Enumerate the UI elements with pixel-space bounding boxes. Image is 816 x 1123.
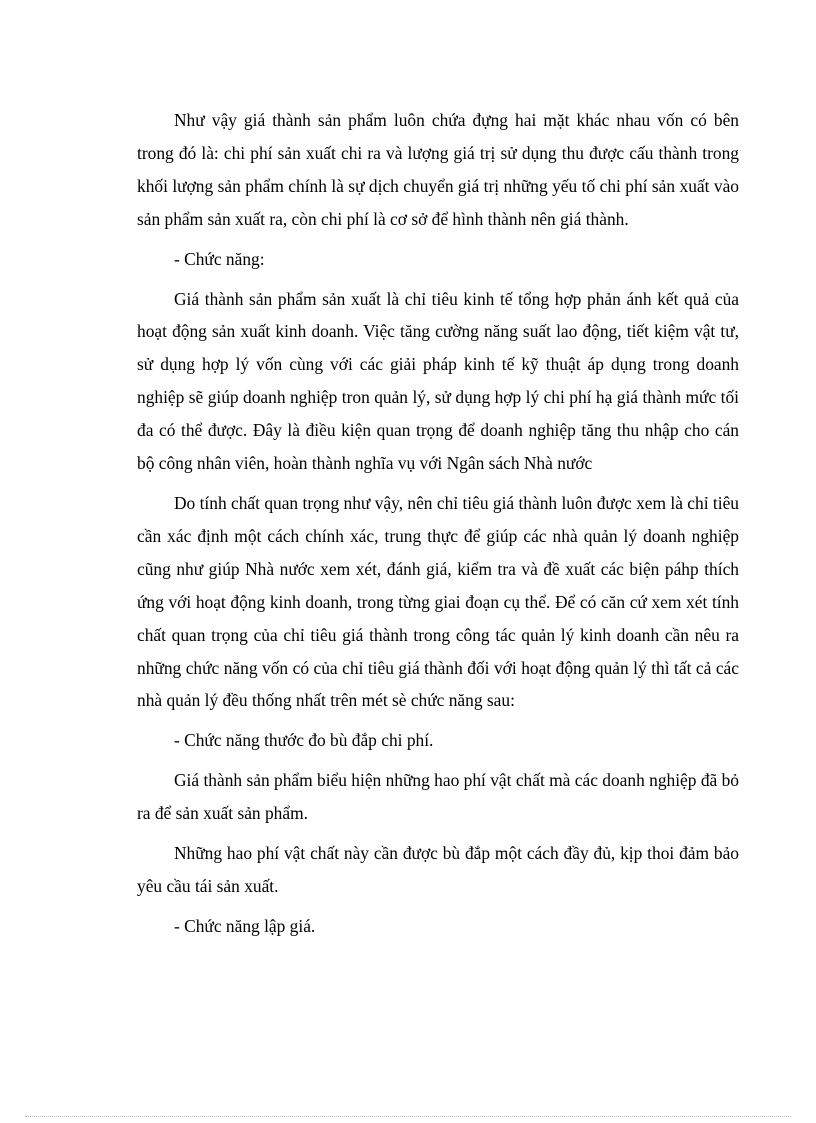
paragraph: Giá thành sản phẩm sản xuất là chỉ tiêu kinh tế tổng hợp phản ánh kết quả của hoạt động sản xuất kinh doanh. Việc tăng cường năng suất lao động, tiết kiệm vật tư, sử dụng hợp lý vốn cùng với các giải pháp kinh tế kỹ thuật áp dụng trong doanh nghiệp sẽ giúp doanh nghiệp tron quản lý, sử dụng hợp lý chi phí hạ giá thành mức tối đa có thể được. Đây là điều kiện quan trọng để doanh nghiệp tăng thu nhập cho cán bộ công nhân viên, hoàn thành nghĩa vụ với Ngân sách Nhà nước bbox=[137, 288, 739, 474]
paragraph: Do tính chất quan trọng như vậy, nên chỉ tiêu giá thành luôn được xem là chỉ tiêu cần xác định một cách chính xác, trung thực để giúp các nhà quản lý doanh nghiệp cũng như giúp Nhà nước xem xét, đánh giá, kiểm tra và đề xuất các biện páhp thích ứng với hoạt động kinh doanh, trong từng giai đoạn cụ thể. Để có căn cứ xem xét tính chất quan trọng của chỉ tiêu giá thành trong công tác quản lý kinh doanh cần nêu ra những chức năng vốn có của chỉ tiêu giá thành đối với hoạt động quản lý thì tất cả các nhà quản lý đều thống nhất trên mét sè chức năng sau: bbox=[137, 492, 739, 711]
paragraph: Giá thành sản phẩm biểu hiện những hao phí vật chất mà các doanh nghiệp đã bỏ ra để sản xuất sản phẩm. bbox=[137, 770, 739, 824]
section-heading-chuc-nang: - Chức năng: bbox=[174, 248, 265, 269]
paragraph: Như vậy giá thành sản phẩm luôn chứa đựng hai mặt khác nhau vốn có bên trong đó là: chi phí sản xuất chi ra và lượng giá trị sử dụng thu được cấu thành trong khối lượng sản phẩm chính là sự dịch chuyển giá trị những yếu tố chi phí sản xuất vào sản phẩm sản xuất ra, còn chi phí là cơ sở để hình thành nên giá thành. bbox=[137, 110, 739, 229]
body-text bbox=[137, 104, 739, 950]
page-bottom-divider bbox=[25, 1116, 791, 1117]
list-item-chuc-nang-lap-gia: - Chức năng lập giá. bbox=[174, 915, 316, 936]
paragraph: Những hao phí vật chất này cần được bù đắp một cách đầy đủ, kịp thoi đảm bảo yêu cầu tái sản xuất. bbox=[137, 843, 739, 896]
list-item-chuc-nang-thuoc-do: - Chức năng thước đo bù đắp chi phí. bbox=[174, 730, 434, 751]
